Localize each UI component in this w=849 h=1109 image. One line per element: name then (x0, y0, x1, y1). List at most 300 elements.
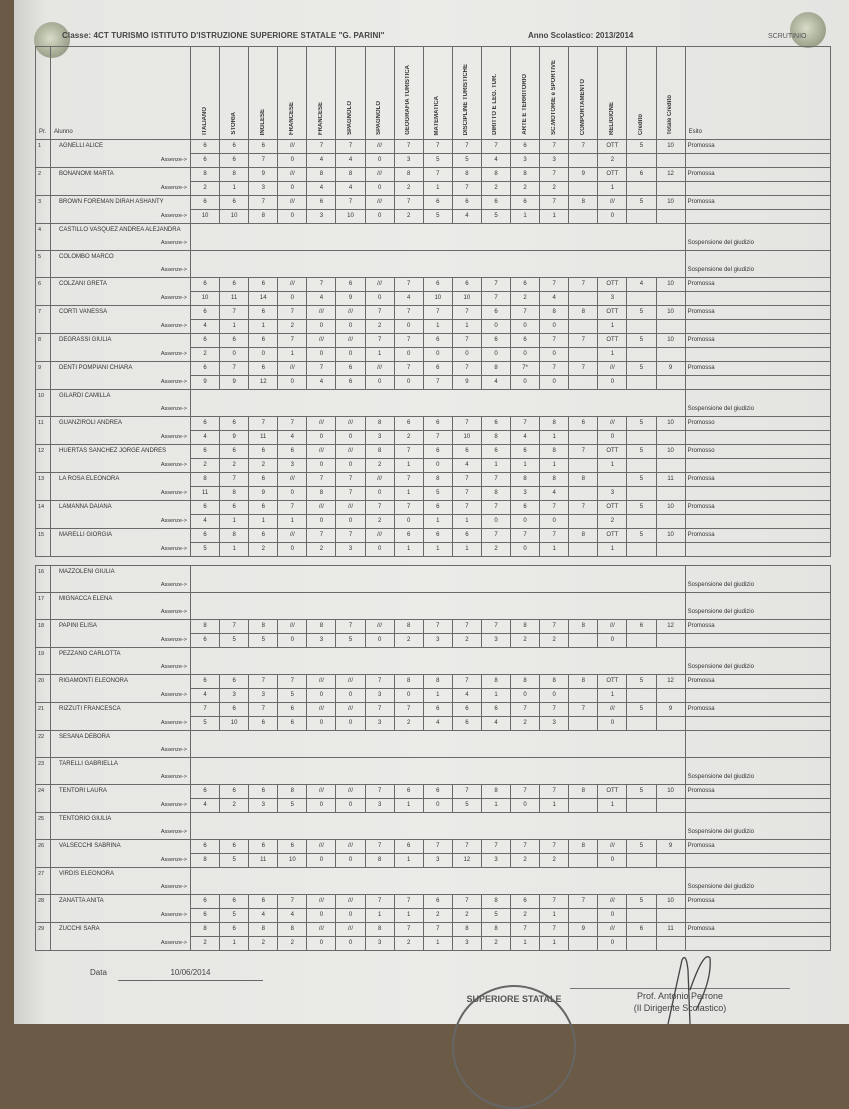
grade-cell: /// (365, 473, 394, 487)
grade-cell: 6 (278, 703, 307, 717)
student-row (36, 278, 831, 292)
grade-cell: 6 (481, 306, 510, 320)
absence-cell: 0 (336, 459, 365, 473)
absence-cell: 8 (481, 431, 510, 445)
absence-cell: 1 (481, 689, 510, 703)
grade-cell: 7 (481, 278, 510, 292)
absence-cell: 4 (278, 909, 307, 923)
grade-cell: 7 (540, 278, 569, 292)
absence-row (36, 459, 831, 473)
absence-cell (627, 717, 656, 731)
grade-cell: 7 (511, 417, 540, 431)
student-name: ZUCCHI SARA (51, 923, 191, 937)
grade-cell: /// (307, 501, 336, 515)
absence-cell: 4 (452, 689, 481, 703)
absence-cell: 0 (278, 543, 307, 557)
student-number: 29 (36, 923, 51, 951)
subject-label: MATEMATICA (434, 95, 441, 135)
grade-cell: 6 (394, 840, 423, 854)
grade-cell: 6 (191, 529, 220, 543)
absence-cell: 0 (598, 909, 627, 923)
absence-row (36, 937, 831, 951)
absence-cell: 0 (423, 799, 452, 813)
absence-cell: 4 (423, 717, 452, 731)
grade-cell: 6 (191, 895, 220, 909)
absence-cell: 5 (278, 689, 307, 703)
absence-label: Assenze-> (51, 606, 191, 620)
absence-cell: 6 (452, 717, 481, 731)
absence-cell: 0 (598, 210, 627, 224)
student-row (36, 362, 831, 376)
absence-label: Assenze-> (51, 771, 191, 785)
grade-cell: 6 (191, 196, 220, 210)
grade-cell: 7 (278, 306, 307, 320)
absence-cell: 1 (423, 543, 452, 557)
grade-cell: 6 (481, 445, 510, 459)
absence-cell: 7 (481, 292, 510, 306)
grade-cell: OTT (598, 529, 627, 543)
absence-cell: 2 (249, 543, 278, 557)
absence-cell (656, 431, 685, 445)
grades-table (35, 46, 831, 951)
student-number: 16 (36, 566, 51, 593)
student-row (36, 758, 831, 772)
esito-empty (685, 634, 830, 648)
absence-cell (627, 689, 656, 703)
grade-cell: 7 (452, 140, 481, 154)
grade-cell: /// (278, 196, 307, 210)
grade-cell: 6 (423, 501, 452, 515)
grade-cell: 6 (191, 334, 220, 348)
absence-cell: 7 (336, 487, 365, 501)
grade-cell: 6 (423, 529, 452, 543)
grade-cell: 6 (423, 785, 452, 799)
subject-label: STORIA (230, 112, 237, 135)
grade-cell: 8 (569, 306, 598, 320)
grade-cell: 12 (656, 675, 685, 689)
grade-cell: 7 (452, 620, 481, 634)
absence-label: Assenze-> (51, 744, 191, 758)
grade-cell: 6 (220, 278, 249, 292)
grade-cell: 6 (249, 278, 278, 292)
grade-cell: 7 (511, 785, 540, 799)
grade-cell: 5 (627, 445, 656, 459)
grade-cell: /// (365, 196, 394, 210)
subject-label: FRANCESE (317, 101, 324, 135)
esito: Promossa (685, 196, 830, 210)
grade-cell: /// (307, 445, 336, 459)
absence-label: Assenze-> (51, 689, 191, 703)
grade-cell: /// (307, 840, 336, 854)
esito: Sospensione del giudizio (685, 868, 830, 895)
student-row (36, 473, 831, 487)
absence-row (36, 210, 831, 224)
grade-cell: 6 (249, 445, 278, 459)
grade-cell: 6 (452, 196, 481, 210)
absence-cell: 7 (423, 431, 452, 445)
grade-cell: 8 (191, 473, 220, 487)
absence-cell: 10 (220, 210, 249, 224)
esito: Promossa (685, 529, 830, 543)
absence-cell: 7 (423, 376, 452, 390)
student-name: DENTI POMPIANI CHIARA (51, 362, 191, 376)
absence-cell: 0 (336, 909, 365, 923)
absence-row (36, 182, 831, 196)
absence-cell: 0 (336, 689, 365, 703)
absence-cell (569, 154, 598, 168)
absence-cell: 0 (278, 154, 307, 168)
student-name: ZANATTA ANITA (51, 895, 191, 909)
absence-cell: 2 (511, 182, 540, 196)
grade-cell: 8 (394, 675, 423, 689)
absence-cell (569, 210, 598, 224)
grade-cell: /// (598, 895, 627, 909)
absence-cell: 0 (307, 431, 336, 445)
absence-cell: 3 (249, 182, 278, 196)
esito-empty (685, 799, 830, 813)
absence-cell: 2 (394, 634, 423, 648)
grade-cell: 6 (220, 334, 249, 348)
absence-cell (656, 320, 685, 334)
header-alunno: Alunno (51, 47, 191, 140)
grade-cell: 9 (249, 168, 278, 182)
grade-cell: 8 (540, 306, 569, 320)
grade-cell: 7 (278, 895, 307, 909)
esito-empty (685, 320, 830, 334)
absence-cell: 2 (394, 210, 423, 224)
absence-cell: 3 (336, 543, 365, 557)
grade-cell: 7 (481, 620, 510, 634)
grade-cell: 8 (365, 417, 394, 431)
absence-cell: 2 (452, 634, 481, 648)
student-name: CORTI VANESSA (51, 306, 191, 320)
grade-cell: 10 (656, 895, 685, 909)
absence-cell: 4 (481, 376, 510, 390)
grade-cell: 7 (365, 895, 394, 909)
student-number: 24 (36, 785, 51, 813)
grade-cell: 6 (249, 334, 278, 348)
absence-cell: 8 (307, 487, 336, 501)
absence-label: Assenze-> (51, 909, 191, 923)
student-name: RIZZUTI FRANCESCA (51, 703, 191, 717)
absence-cell: 0 (307, 348, 336, 362)
grade-cell: 6 (511, 278, 540, 292)
grade-cell: 7 (481, 140, 510, 154)
grade-cell: 7 (540, 785, 569, 799)
absence-cell: 8 (191, 854, 220, 868)
grade-cell: 8 (569, 473, 598, 487)
grade-cell: OTT (598, 306, 627, 320)
absence-cell: 3 (249, 799, 278, 813)
absence-cell: 1 (394, 854, 423, 868)
absence-cell: 4 (278, 431, 307, 445)
absence-cell: 1 (598, 320, 627, 334)
grade-cell: 12 (656, 620, 685, 634)
grade-cell: 7 (569, 895, 598, 909)
grade-cell: 8 (249, 923, 278, 937)
header-subject (452, 47, 481, 140)
subject-label: DISCIPLINE TURISTICHE (463, 63, 470, 135)
absence-cell (569, 515, 598, 529)
student-row (36, 648, 831, 662)
absence-cell: 1 (394, 543, 423, 557)
absence-row (36, 689, 831, 703)
student-number: 4 (36, 224, 51, 251)
absence-cell: 1 (598, 459, 627, 473)
grade-cell: 7 (394, 473, 423, 487)
absence-cell: 3 (481, 634, 510, 648)
absence-cell (656, 292, 685, 306)
absence-cell: 0 (336, 937, 365, 951)
grade-cell: 7 (278, 675, 307, 689)
absence-label: Assenze-> (51, 634, 191, 648)
absence-label: Assenze-> (51, 487, 191, 501)
absence-cell: 10 (191, 210, 220, 224)
absence-cell: 2 (511, 854, 540, 868)
grade-cell: 8 (452, 168, 481, 182)
absence-cell: 7 (452, 487, 481, 501)
student-name: BONANOMI MARTA (51, 168, 191, 182)
esito: Promossa (685, 140, 830, 154)
grade-cell: /// (307, 675, 336, 689)
grade-cell: 8 (191, 923, 220, 937)
date-label: Data (90, 968, 107, 977)
grade-cell: 7 (540, 703, 569, 717)
student-row (36, 566, 831, 580)
absence-cell: 9 (452, 376, 481, 390)
student-name: MARELLI GIORGIA (51, 529, 191, 543)
absence-cell: 5 (336, 634, 365, 648)
absence-label: Assenze-> (51, 403, 191, 417)
absence-cell: 2 (278, 937, 307, 951)
grade-cell: 6 (191, 785, 220, 799)
student-name: TENTORI LAURA (51, 785, 191, 799)
grade-cell: 7 (336, 473, 365, 487)
absence-cell: 2 (540, 634, 569, 648)
absence-cell: 0 (307, 909, 336, 923)
absence-cell (627, 937, 656, 951)
subject-label: COMPORTAMENTO (579, 78, 586, 135)
grade-cell: 5 (627, 140, 656, 154)
esito: Sospensione del giudizio (685, 251, 830, 278)
absence-cell: 1 (365, 348, 394, 362)
student-number: 18 (36, 620, 51, 648)
absence-cell: 2 (365, 515, 394, 529)
grade-cell: 6 (191, 417, 220, 431)
absence-cell (569, 348, 598, 362)
absence-cell: 10 (452, 431, 481, 445)
student-name: LA ROSA ELEONORA (51, 473, 191, 487)
esito: Promossa (685, 334, 830, 348)
absence-cell (569, 717, 598, 731)
grade-cell: 6 (249, 785, 278, 799)
header-subject (365, 47, 394, 140)
grade-cell: 6 (452, 529, 481, 543)
student-row (36, 306, 831, 320)
absence-cell: 5 (249, 634, 278, 648)
absence-cell: 4 (191, 515, 220, 529)
absence-cell: 1 (423, 320, 452, 334)
student-number: 1 (36, 140, 51, 168)
grade-cell: 7 (307, 140, 336, 154)
esito-empty (685, 459, 830, 473)
grade-cell: OTT (598, 168, 627, 182)
absence-label: Assenze-> (51, 320, 191, 334)
absence-cell: 1 (540, 909, 569, 923)
student-number: 13 (36, 473, 51, 501)
grade-cell: 12 (656, 168, 685, 182)
student-name: GUANZIROLI ANDREA (51, 417, 191, 431)
student-row (36, 813, 831, 827)
grade-cell: 7 (249, 703, 278, 717)
absence-cell: 4 (481, 717, 510, 731)
grade-cell: 7 (569, 445, 598, 459)
absence-cell: 5 (278, 799, 307, 813)
grade-cell: OTT (598, 785, 627, 799)
grade-cell: 8 (336, 168, 365, 182)
absence-cell: 2 (598, 154, 627, 168)
absence-cell: 2 (220, 459, 249, 473)
grade-cell: 6 (278, 840, 307, 854)
grade-cell: 7 (569, 703, 598, 717)
esito-empty (685, 182, 830, 196)
absence-cell: 5 (191, 543, 220, 557)
grade-cell: 8 (220, 529, 249, 543)
grade-cell: 6 (511, 895, 540, 909)
grade-cell: 6 (220, 840, 249, 854)
absence-cell: 2 (540, 182, 569, 196)
grade-cell: 6 (220, 196, 249, 210)
absence-cell: 4 (511, 431, 540, 445)
header-subject (481, 47, 510, 140)
absence-cell (656, 487, 685, 501)
header-subject (511, 47, 540, 140)
grade-cell: /// (278, 168, 307, 182)
grade-cell: 7 (249, 417, 278, 431)
grade-cell: 6 (191, 362, 220, 376)
student-number: 2 (36, 168, 51, 196)
absence-cell: 1 (511, 459, 540, 473)
absence-label: Assenze-> (51, 543, 191, 557)
grade-cell: /// (598, 362, 627, 376)
grade-cell: 7 (569, 140, 598, 154)
grade-cell: 7 (540, 895, 569, 909)
absence-cell (627, 543, 656, 557)
esito: Promossa (685, 923, 830, 937)
grade-cell: 7 (452, 501, 481, 515)
grade-cell: 10 (656, 785, 685, 799)
absence-cell: 0 (307, 459, 336, 473)
absence-cell: 0 (394, 320, 423, 334)
student-row (36, 251, 831, 265)
absence-cell: 0 (307, 799, 336, 813)
student-name: LAMANNA DAIANA (51, 501, 191, 515)
absence-cell (569, 937, 598, 951)
absence-cell: 2 (191, 937, 220, 951)
absence-cell: 1 (452, 543, 481, 557)
grade-cell: 6 (452, 703, 481, 717)
absence-cell: 1 (278, 515, 307, 529)
absence-cell: 2 (394, 937, 423, 951)
grade-cell: 7 (540, 196, 569, 210)
grade-cell: 6 (481, 196, 510, 210)
grade-cell: 6 (220, 445, 249, 459)
grade-cell: /// (278, 278, 307, 292)
grade-cell: 8 (569, 529, 598, 543)
absence-cell: 0 (598, 854, 627, 868)
absence-cell: 0 (336, 799, 365, 813)
grade-cell: 7 (452, 306, 481, 320)
absence-cell: 1 (598, 799, 627, 813)
grade-cell: 7 (394, 445, 423, 459)
absence-cell: 1 (278, 348, 307, 362)
student-row (36, 445, 831, 459)
absence-cell: 1 (540, 210, 569, 224)
student-number: 15 (36, 529, 51, 557)
grade-cell: 7 (365, 501, 394, 515)
student-number: 27 (36, 868, 51, 895)
absence-cell: 0 (307, 717, 336, 731)
absence-cell: 1 (598, 689, 627, 703)
grade-cell: 10 (656, 445, 685, 459)
grade-cell: /// (307, 306, 336, 320)
grade-cell: 8 (540, 445, 569, 459)
grade-cell: 7 (452, 362, 481, 376)
grade-cell: 6 (423, 417, 452, 431)
grade-cell: 7 (336, 196, 365, 210)
absence-cell: 2 (511, 634, 540, 648)
absence-cell (627, 799, 656, 813)
esito-empty (685, 348, 830, 362)
grade-cell: 7 (365, 306, 394, 320)
grade-cell: 10 (656, 501, 685, 515)
absence-cell: 1 (394, 459, 423, 473)
grade-cell: 7 (540, 362, 569, 376)
grade-cell: 5 (627, 703, 656, 717)
absence-cell: 3 (307, 210, 336, 224)
absence-cell: 0 (365, 154, 394, 168)
absence-cell (627, 459, 656, 473)
student-name: MAZZOLENI GIULIA (51, 566, 191, 580)
grade-cell: 7 (365, 334, 394, 348)
student-name: AGNELLI ALICE (51, 140, 191, 154)
absence-cell (627, 515, 656, 529)
grade-cell: 6 (191, 140, 220, 154)
absence-cell: 2 (394, 431, 423, 445)
absence-cell: 0 (336, 717, 365, 731)
absence-label: Assenze-> (51, 348, 191, 362)
absence-cell (569, 431, 598, 445)
grade-cell: 6 (249, 895, 278, 909)
grade-cell: 7 (220, 473, 249, 487)
absence-cell: 0 (540, 320, 569, 334)
absence-label: Assenze-> (51, 661, 191, 675)
grade-cell: 9 (656, 840, 685, 854)
absence-cell: 5 (452, 799, 481, 813)
esito: Promosso (685, 445, 830, 459)
absence-cell: 1 (511, 937, 540, 951)
absence-cell: 0 (365, 182, 394, 196)
grade-cell: 6 (481, 334, 510, 348)
student-row (36, 840, 831, 854)
grade-cell: /// (336, 501, 365, 515)
grade-cell: 7 (423, 923, 452, 937)
grade-cell: 7 (452, 785, 481, 799)
grade-cell: 7 (569, 362, 598, 376)
absence-cell (569, 292, 598, 306)
grade-cell: 6 (423, 196, 452, 210)
absence-cell: 0 (540, 689, 569, 703)
